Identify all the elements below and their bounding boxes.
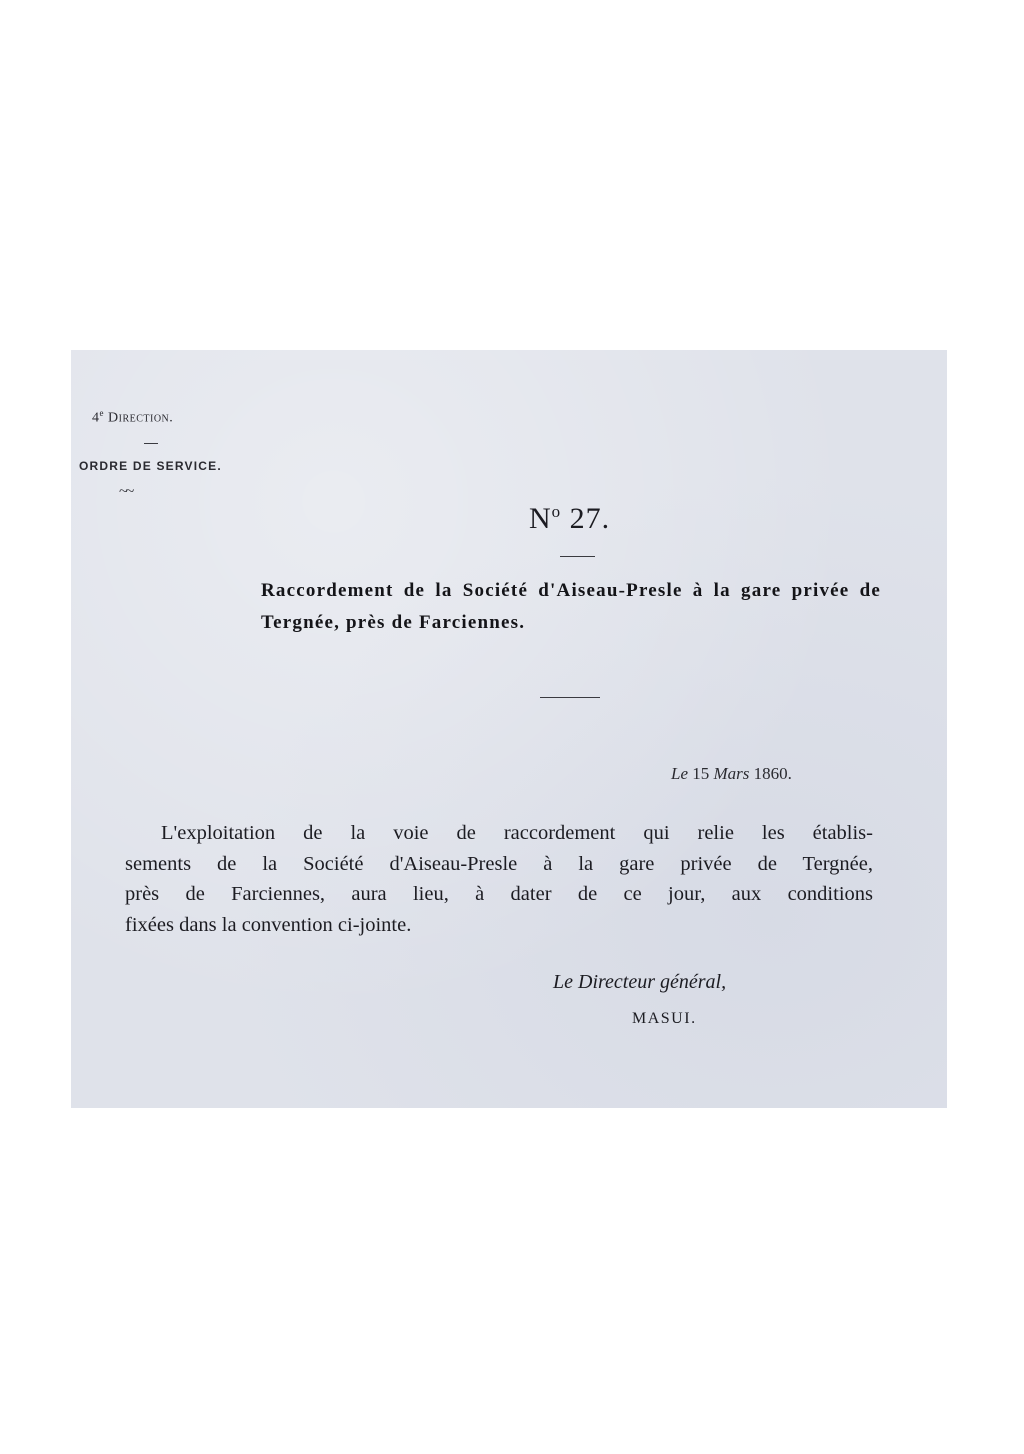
- date-prefix: Le: [671, 764, 688, 783]
- number-prefix: N: [529, 502, 552, 535]
- date-year: 1860.: [753, 764, 792, 783]
- body-line: près de Farciennes, aura lieu, à dater de ce jour, aux conditions: [125, 883, 873, 905]
- direction-superscript: e: [99, 408, 104, 418]
- order-type-label: ORDRE DE SERVICE.: [79, 459, 222, 473]
- title-line: Farciennes.: [418, 612, 526, 633]
- body-line: fixées dans la convention ci-jointe.: [125, 913, 412, 936]
- title-line: à la gare privée de Tergnée, près de: [261, 580, 882, 633]
- body-line: sements de la Société d'Aiseau-Presle à la gare privée de Tergnée,: [125, 852, 873, 875]
- scanned-document: [71, 350, 947, 1108]
- number-superscript: o: [551, 502, 562, 521]
- direction-number: 4: [92, 410, 100, 426]
- direction-label: [92, 408, 173, 427]
- document-title: [261, 575, 881, 639]
- divider-dash: [144, 443, 158, 444]
- date-day: 15: [692, 764, 710, 783]
- body-line: L'exploitation de la voie de raccordement qui relie les établis-: [161, 822, 873, 844]
- document-date: [671, 764, 792, 784]
- ornament-divider: ~~: [119, 483, 133, 500]
- body-paragraph: [125, 818, 873, 940]
- signature-title: Le Directeur général,: [553, 971, 727, 993]
- signature-name: MASUI.: [632, 1010, 697, 1027]
- divider-rule: [540, 697, 600, 698]
- direction-text: Direction.: [108, 410, 174, 426]
- title-line: Raccordement de la Société d'Aiseau-Presle: [261, 580, 683, 601]
- divider-rule: [560, 556, 595, 557]
- date-month: Mars: [713, 764, 750, 783]
- number-value: 27.: [569, 502, 611, 535]
- order-number: [529, 502, 610, 536]
